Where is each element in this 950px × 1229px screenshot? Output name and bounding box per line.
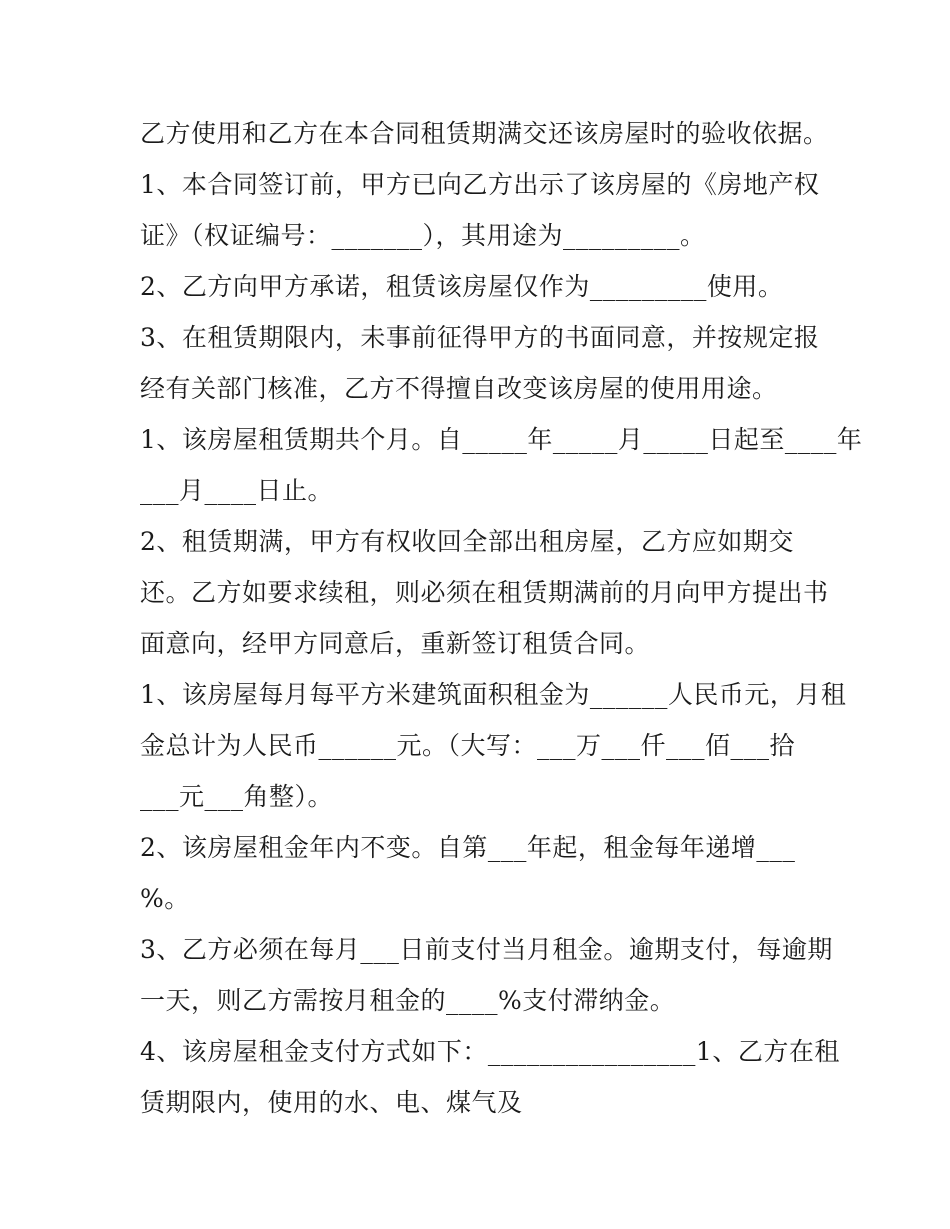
text-line: 一天，则乙方需按月租金的____%支付滞纳金。 xyxy=(140,986,676,1015)
text-line: 面意向，经甲方同意后，重新签订租赁合同。 xyxy=(140,629,651,658)
text-line: 1、该房屋每月每平方米建筑面积租金为______人民币元，月租 xyxy=(140,680,847,709)
text-line: 4、该房屋租金支付方式如下：________________1、乙方在租 xyxy=(140,1037,840,1066)
text-line: 乙方使用和乙方在本合同租赁期满交还该房屋时的验收依据。 xyxy=(140,119,829,148)
text-line: ___月____日止。 xyxy=(140,476,334,505)
document-body xyxy=(140,108,863,1128)
text-line: ___元___角整）。 xyxy=(140,782,334,811)
text-line: 金总计为人民币______元。（大写：___万___仟___佰___拾 xyxy=(140,731,796,760)
text-line: 3、在租赁期限内，未事前征得甲方的书面同意，并按规定报 xyxy=(140,323,820,352)
text-line: 还。乙方如要求续租，则必须在租赁期满前的月向甲方提出书 xyxy=(140,578,829,607)
text-line: 经有关部门核准，乙方不得擅自改变该房屋的使用用途。 xyxy=(140,374,778,403)
text-line: 1、该房屋租赁期共个月。自_____年_____月_____日起至____年 xyxy=(140,425,863,454)
text-line: 证》（权证编号：_______），其用途为_________。 xyxy=(140,221,706,250)
text-line: 2、乙方向甲方承诺，租赁该房屋仅作为_________使用。 xyxy=(140,272,784,301)
text-line: 1、本合同签订前，甲方已向乙方出示了该房屋的《房地产权 xyxy=(140,170,820,199)
text-line: 2、租赁期满，甲方有权收回全部出租房屋，乙方应如期交 xyxy=(140,527,794,556)
text-line: %。 xyxy=(140,884,190,913)
text-line: 3、乙方必须在每月___日前支付当月租金。逾期支付，每逾期 xyxy=(140,935,833,964)
text-line: 赁期限内，使用的水、电、煤气及 xyxy=(140,1088,523,1117)
text-line: 2、该房屋租金年内不变。自第___年起，租金每年递增___ xyxy=(140,833,796,862)
